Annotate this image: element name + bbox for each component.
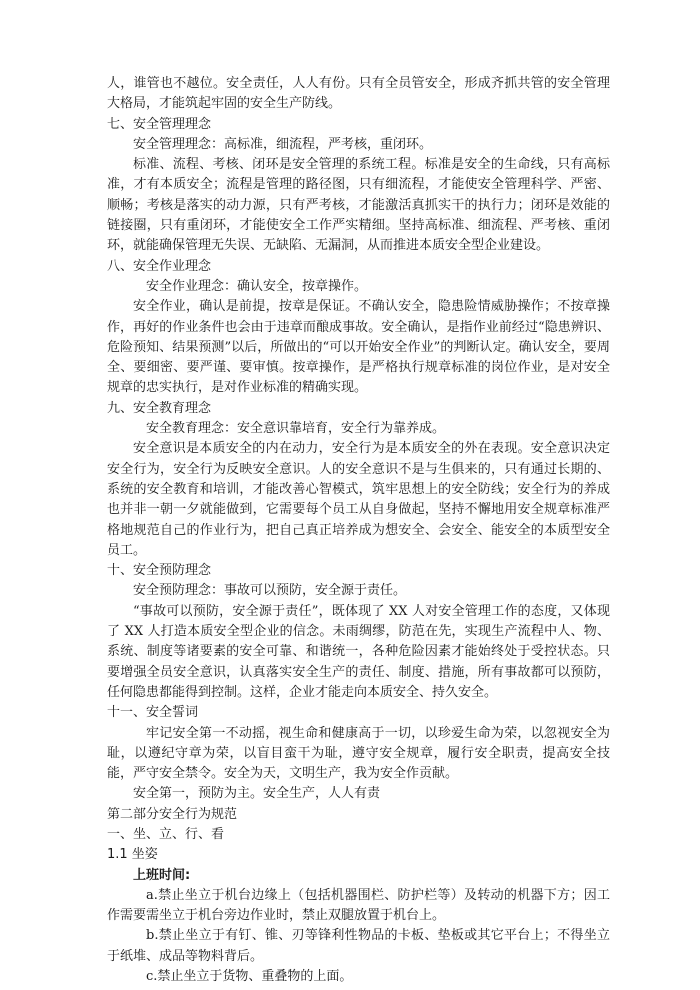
education-concept-body: 安全意识是本质安全的内在动力，安全行为是本质安全的外在表现。安全意识决定安全行为，安全行为反映安全意识。人的安全意识不是与生俱来的，只有通过长期的、系统的安全教育和培训，才能改善心智模式，筑牢思想上的安全防线；安全行为的养成也并非一朝一夕就能做到，它需要每个员工从自身做起，坚持不懈地用安全规章标准严格地规范自己的作业行为，把自己真正培养成为想安全、会安全、能安全的本质型安全员工。 [107,441,610,558]
working-hours-heading: 上班时间: [133,867,191,883]
safety-oath-slogan: 安全第一，预防为主。安全生产，人人有责 [133,786,381,802]
section-heading-9: 九、安全教育理念 [107,400,212,416]
section-heading-11: 十一、安全誓词 [107,705,199,721]
rule-item-b: b.禁止坐立于有钉、锥、刃等锋利性物品的卡板、垫板或其它平台上；不得坐立于纸堆、成品等物料背后。 [107,928,610,964]
section-heading-7: 七、安全管理理念 [107,116,212,132]
section-heading-8: 八、安全作业理念 [107,258,212,274]
prevention-concept-line: 安全预防理念：事故可以预防，安全源于责任。 [133,583,407,599]
sitting-posture-heading: 1.1 坐姿 [107,847,158,863]
operation-concept-line: 安全作业理念：确认安全，按章操作。 [146,278,368,294]
management-concept-body: 标准、流程、考核、闭环是安全管理的系统工程。标准是安全的生命线，只有高标准，才有本质安全；流程是管理的路径图，只有细流程，才能使安全管理科学、严密、顺畅；考核是落实的动力源，只有严考核，才能激活真抓实干的执行力；闭环是效能的链接圈，只有重闭环，才能使安全工作严实精细。坚持高标准、细流程、严考核、重闭环，就能确保管理无失误、无缺陷、无漏洞，从而推进本质安全型企业建设。 [107,157,610,254]
prevention-concept-body: “事故可以预防，安全源于责任”，既体现了 XX 人对安全管理工作的态度，又体现了 XX 人打造本质安全型企业的信念。未雨绸缪，防范在先，实现生产流程中人、物、系统、制度等诸要素的安全可靠、和谐统一，各种危险因素才能始终处于受控状态。只要增强全员安全意识，认真落实安全生产的责任、制度、措施，所有事故都可以预防，任何隐患都能得到控制。这样，企业才能走向本质安全、持久安全。 [107,603,610,700]
safety-oath-body: 牢记安全第一不动摇，视生命和健康高于一切，以珍爱生命为荣，以忽视安全为耻，以遵纪守章为荣，以盲目蛮干为耻，遵守安全规章，履行安全职责，提高安全技能，严守安全禁令。安全为天，文明生产，我为安全作贡献。 [107,725,610,782]
operation-concept-body: 安全作业，确认是前提，按章是保证。不确认安全，隐患险情威胁操作；不按章操作，再好的作业条件也会由于违章而酿成事故。安全确认，是指作业前经过“隐患辨识、危险预知、结果预测”以后，所做出的“可以开始安全作业”的判断认定。确认安全，要周全、要细密、要严谨、要审慎。按章操作，是严格执行规章标准的岗位作业，是对安全规章的忠实执行，是对作业标准的精确实现。 [107,299,610,396]
chapter-one-heading: 一、坐、立、行、看 [107,826,225,842]
rule-item-c: c.禁止坐立于货物、重叠物的上面。 [146,969,353,985]
section-heading-10: 十、安全预防理念 [107,563,212,579]
rule-item-a: a.禁止坐立于机台边缘上（包括机器围栏、防护栏等）及转动的机器下方；因工作需要需坐立于机台旁边作业时，禁止双腿放置于机台上。 [107,887,610,924]
education-concept-line: 安全教育理念：安全意识靠培育，安全行为靠养成。 [146,421,446,437]
management-concept-line: 安全管理理念：高标准，细流程，严考核，重闭环。 [133,136,433,152]
part-two-title: 第二部分安全行为规范 [107,806,238,822]
intro-paragraph: 人，谁管也不越位。安全责任，人人有份。只有全员管安全，形成齐抓共管的安全管理大格局，才能筑起牢固的安全生产防线。 [107,76,610,112]
